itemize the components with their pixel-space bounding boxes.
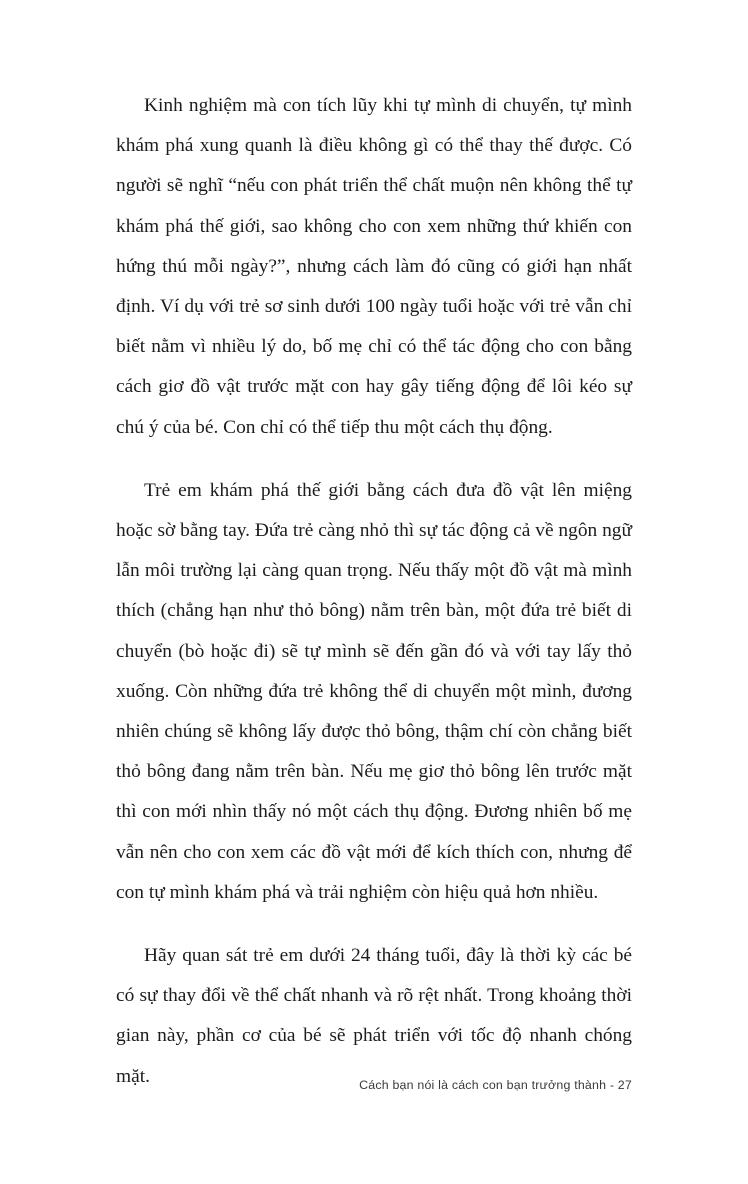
paragraph-3: Hãy quan sát trẻ em dưới 24 tháng tuổi, đây là thời kỳ các bé có sự thay đổi về thể chất nhanh và rõ rệt nhất. Trong khoảng thời gian này, phần cơ của bé sẽ phát triển với tốc độ nhanh chóng mặt. [116, 945, 632, 1087]
paragraph-2: Trẻ em khám phá thế giới bằng cách đưa đồ vật lên miệng hoặc sờ bằng tay. Đứa trẻ càng nhỏ thì sự tác động cả về ngôn ngữ lẫn môi trường lại càng quan trọng. Nếu thấy một đồ vật mà mình thích (chẳng hạn như thỏ bông) nằm trên bàn, một đứa trẻ biết di chuyển (bò hoặc đi) sẽ tự mình sẽ đến gần đó và với tay lấy thỏ xuống. Còn những đứa trẻ không thể di chuyển một mình, đương nhiên chúng sẽ không lấy được thỏ bông, thậm chí còn chẳng biết thỏ bông đang nằm trên bàn. Nếu mẹ giơ thỏ bông lên trước mặt thì con mới nhìn thấy nó một cách thụ động. Đương nhiên bố mẹ vẫn nên cho con xem các đồ vật mới để kích thích con, nhưng để con tự mình khám phá và trải nghiệm còn hiệu quả hơn nhiều. [116, 479, 632, 903]
paragraph-1: Kinh nghiệm mà con tích lũy khi tự mình di chuyển, tự mình khám phá xung quanh là điều không gì có thể thay thế được. Có người sẽ nghĩ “nếu con phát triển thể chất muộn nên không thể tự khám phá thế giới, sao không cho con xem những thứ khiến con hứng thú mỗi ngày?”, nhưng cách làm đó cũng có giới hạn nhất định. Ví dụ với trẻ sơ sinh dưới 100 ngày tuổi hoặc với trẻ vẫn chỉ biết nằm vì nhiều lý do, bố mẹ chỉ có thể tác động cho con bằng cách giơ đồ vật trước mặt con hay gây tiếng động để lôi kéo sự chú ý của bé. Con chỉ có thể tiếp thu một cách thụ động. [116, 95, 632, 438]
page-footer: Cách bạn nói là cách con bạn trưởng thành - 27 [359, 1078, 632, 1092]
page-body-text [116, 86, 632, 1097]
